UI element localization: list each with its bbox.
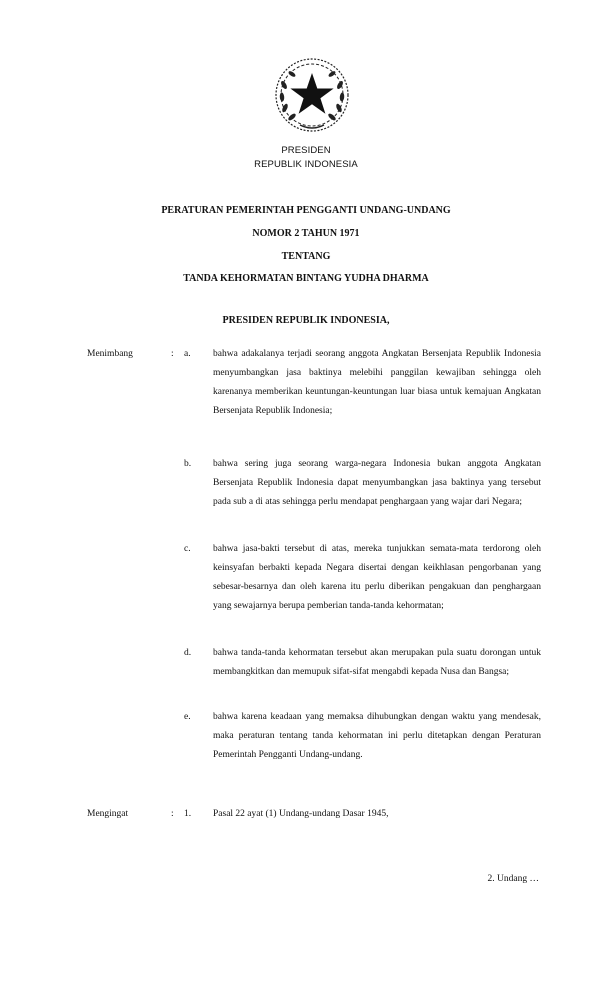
menimbang-marker-e: e. bbox=[184, 712, 191, 722]
mengingat-marker-1: 1. bbox=[184, 809, 192, 819]
header-president: PRESIDEN bbox=[281, 145, 331, 156]
menimbang-label: Menimbang bbox=[87, 349, 133, 359]
menimbang-marker-d: d. bbox=[184, 648, 192, 658]
mengingat-label: Mengingat bbox=[87, 809, 129, 819]
menimbang-item-d: bahwa tanda-tanda kehormatan tersebut akan merupakan pula suatu dorongan untuk membangkitkan dan memupuk sifat-sifat mengabdi kepada Nusa dan Bangsa; bbox=[213, 648, 541, 677]
title-regulation-type: PERATURAN PEMERINTAH PENGGANTI UNDANG-UNDANG bbox=[161, 205, 451, 216]
mengingat-item-1: Pasal 22 ayat (1) Undang-undang Dasar 1945, bbox=[213, 809, 389, 819]
menimbang-item-b: bahwa sering juga seorang warga-negara Indonesia bukan anggota Angkatan Bersenjata Republik Indonesia dapat menyumbangkan jasa baktinya yang tersebut pada sub a di atas sehingga perlu mendapat penghargaan yang wajar dari Negara; bbox=[213, 459, 541, 507]
preamble-heading: PRESIDEN REPUBLIK INDONESIA, bbox=[222, 315, 390, 326]
title-concerning: TENTANG bbox=[281, 251, 331, 262]
mengingat-colon: : bbox=[171, 809, 174, 819]
menimbang-item-a: bahwa adakalanya terjadi seorang anggota Angkatan Bersenjata Republik Indonesia menyumbangkan jasa baktinya melebihi panggilan kewajiban sehingga oleh karenanya memberikan keuntungan-keuntungan luar biasa untuk kemajuan Angkatan Bersenjata Republik Indonesia; bbox=[213, 349, 541, 416]
title-number-year: NOMOR 2 TAHUN 1971 bbox=[252, 228, 360, 239]
menimbang-marker-b: b. bbox=[184, 459, 192, 469]
menimbang-item-c: bahwa jasa-bakti tersebut di atas, mereka tunjukkan semata-mata terdorong oleh keinsyafan berbakti kepada Negara disertai dengan keikhlasan pengorbanan yang sebesar-besarnya dan oleh karena itu perlu diberikan pengakuan dan penghargaan yang sewajarnya berupa pemberian tanda-tanda kehormatan; bbox=[213, 544, 541, 611]
page-continuation: 2. Undang … bbox=[487, 874, 539, 884]
menimbang-marker-c: c. bbox=[184, 544, 191, 554]
title-subject: TANDA KEHORMATAN BINTANG YUDHA DHARMA bbox=[183, 273, 429, 284]
header-republic: REPUBLIK INDONESIA bbox=[254, 159, 358, 170]
menimbang-marker-a: a. bbox=[184, 349, 191, 359]
menimbang-item-e: bahwa karena keadaan yang memaksa dihubungkan dengan waktu yang mendesak, maka peraturan tentang tanda kehormatan ini perlu ditetapkan dengan Peraturan Pemerintah Pengganti Undang-undang. bbox=[213, 712, 541, 760]
menimbang-colon: : bbox=[171, 349, 174, 359]
star-wreath-emblem-icon bbox=[272, 55, 352, 135]
